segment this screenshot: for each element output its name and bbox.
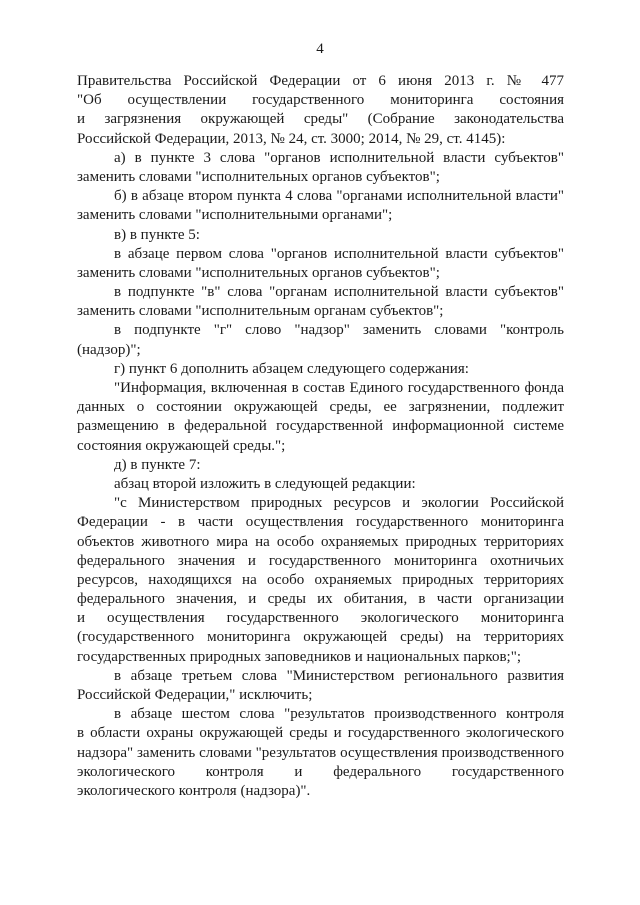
page-number: 4 (316, 41, 324, 57)
text-line: ресурсов, находящихся на особо охраняемых природных территориях (77, 571, 564, 588)
text-line: в) в пункте 5: (114, 226, 200, 243)
text-line: в подпункте "г" слово "надзор" заменить словами "контроль (114, 322, 564, 339)
text-line: экологического контроля (надзора)". (77, 782, 311, 799)
text-line: Российской Федерации, 2013, № 24, ст. 3000; 2014, № 29, ст. 4145): (77, 130, 506, 147)
text-line: заменить словами "исполнительными органами"; (77, 207, 393, 224)
text-line: (государственного мониторинга окружающей среды) на территориях (77, 629, 564, 646)
text-line: заменить словами "исполнительных органов субъектов"; (77, 264, 440, 281)
text-line: в области охраны окружающей среды и государственного экологического (77, 725, 564, 742)
document-body (77, 72, 564, 801)
text-line: "Об осуществлении государственного мониторинга состояния (77, 92, 564, 109)
text-line: заменить словами "исполнительным органам субъектов"; (77, 303, 444, 320)
text-line: объектов животного мира на особо охраняемых природных территориях (77, 533, 564, 550)
text-line: заменить словами "исполнительных органов субъектов"; (77, 168, 440, 185)
text-line: г) пункт 6 дополнить абзацем следующего содержания: (114, 360, 469, 377)
text-line: "Информация, включенная в состав Единого государственного фонда (114, 380, 564, 396)
text-line: в абзаце шестом слова "результатов производственного контроля (114, 706, 564, 723)
text-line: Правительства Российской Федерации от 6 июня 2013 г. № 477 (77, 73, 564, 89)
text-line: д) в пункте 7: (114, 456, 201, 473)
text-line: в абзаце третьем слова "Министерством регионального развития (114, 667, 564, 684)
text-line: экологического контроля и федерального государственного (77, 763, 564, 780)
text-line: надзора" заменить словами "результатов осуществления производственного (77, 744, 564, 761)
text-line: в абзаце первом слова "органов исполнительной власти субъектов" (114, 245, 564, 262)
text-line: (надзор)"; (77, 341, 141, 358)
text-line: федерального значения и государственного мониторинга охотничьих (77, 552, 564, 569)
text-line: Федерации - в части осуществления государственного мониторинга (77, 514, 564, 531)
text-line: и загрязнения окружающей среды" (Собрание законодательства (77, 111, 564, 128)
text-line: в подпункте "в" слова "органам исполнительной власти субъектов" (114, 284, 564, 301)
text-line: данных о состоянии окружающей среды, ее загрязнении, подлежит (77, 399, 564, 416)
text-line: и осуществления государственного экологического мониторинга (77, 610, 564, 627)
text-line: а) в пункте 3 слова "органов исполнительной власти субъектов" (114, 149, 564, 166)
text-line: б) в абзаце втором пункта 4 слова "органами исполнительной власти" (114, 188, 564, 205)
text-line: Российской Федерации," исключить; (77, 687, 313, 703)
text-line: "с Министерством природных ресурсов и экологии Российской (114, 495, 564, 512)
text-line: размещению в федеральной государственной информационной системе (77, 418, 564, 435)
text-line: состояния окружающей среды."; (77, 437, 286, 454)
text-line: абзац второй изложить в следующей редакции: (114, 475, 416, 492)
text-line: федерального значения, и среды их обитания, в части организации (77, 591, 564, 608)
text-line: государственных природных заповедников и национальных парков;"; (77, 648, 521, 665)
